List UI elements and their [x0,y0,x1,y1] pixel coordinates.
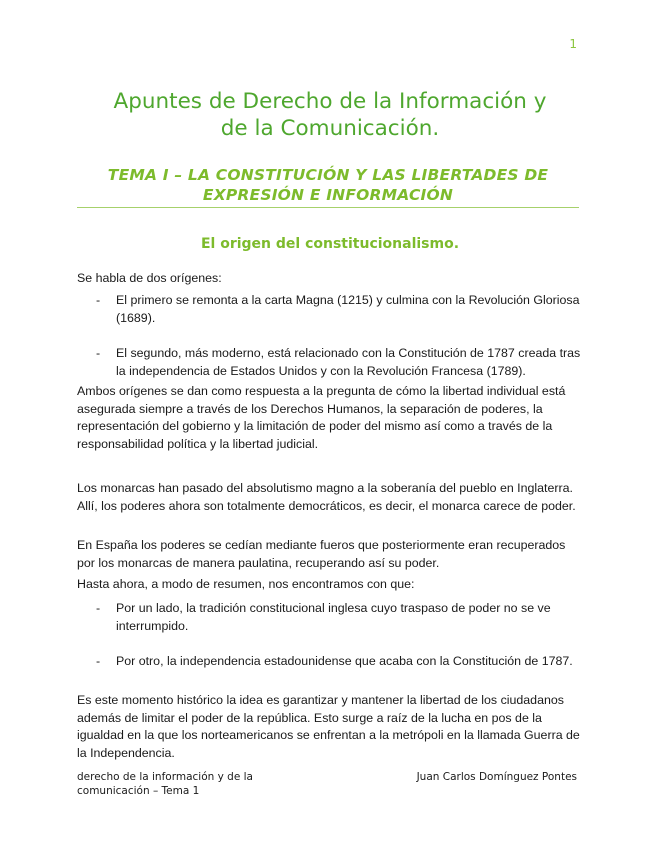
paragraph-text: Hasta ahora, a modo de resumen, nos encontramos con que: [77,577,415,591]
paragraph-momento [77,692,582,762]
origin-item-text: El primero se remonta a la carta Magna (1215) y culmina con la Revolución Gloriosa (1689). [116,293,580,325]
intro-text: Se habla de dos orígenes: [77,271,222,285]
heading-divider [77,207,579,208]
summary-list-item [96,600,582,635]
summary-item-text: Por otro, la independencia estadounidense que acaba con la Constitución de 1787. [116,654,573,668]
paragraph-espana [77,537,582,572]
paragraph-monarcas [77,480,582,515]
document-title-line-1: Apuntes de Derecho de la Información y [113,89,547,114]
dash-bullet-icon: - [96,346,101,360]
page-number: 1 [569,37,577,51]
document-title [60,88,600,142]
footer-left-line-1: derecho de la información y de la [77,771,253,783]
footer-document-name [77,770,317,798]
summary-list-item [96,653,582,671]
footer-author: Juan Carlos Domínguez Pontes [416,771,577,783]
tema-heading-line-2: EXPRESIÓN E INFORMACIÓN [202,186,454,204]
paragraph-text: Es este momento histórico la idea es garantizar y mantener la libertad de los ciudadanos además de limitar el poder de la república. Esto surge a raíz de la lucha en pos de la igualdad en la que los norteamericanos se enfrentan a la metrópoli en la llamada Guerra de la Independencia. [77,693,580,760]
paragraph-resumen [77,576,582,594]
footer-left-line-2: comunicación – Tema 1 [77,785,200,797]
paragraph-text: Los monarcas han pasado del absolutismo magno a la soberanía del pueblo en Inglaterra. Allí, los poderes ahora son totalmente democráticos, es decir, el monarca carece de poder. [77,481,576,513]
summary-item-text: Por un lado, la tradición constitucional inglesa cuyo traspaso de poder no se ve interrumpido. [116,601,551,633]
paragraph-ambos [77,383,582,453]
paragraph-text: En España los poderes se cedían mediante fueros que posteriormente eran recuperados por los monarcas de manera paulatina, recuperando así su poder. [77,538,566,570]
tema-heading [77,165,579,205]
dash-bullet-icon: - [96,654,101,668]
dash-bullet-icon: - [96,293,101,307]
tema-heading-line-1: TEMA I – LA CONSTITUCIÓN Y LAS LIBERTADES DE [107,166,549,184]
intro-paragraph [77,270,582,288]
origin-list-item [96,292,582,327]
document-title-line-2: de la Comunicación. [220,116,440,141]
paragraph-text: Ambos orígenes se dan como respuesta a la pregunta de cómo la libertad individual está asegurada siempre a través de los Derechos Humanos, la separación de poderes, la representación del gobierno y la limitación de poder del mismo así como a través de la responsabilidad política y la libertad judicial. [77,384,566,451]
origin-item-text: El segundo, más moderno, está relacionado con la Constitución de 1787 creada tras la independencia de Estados Unidos y con la Revolución Francesa (1789). [116,346,581,378]
section-heading: El origen del constitucionalismo. [200,236,460,252]
origin-list-item [96,345,582,380]
dash-bullet-icon: - [96,601,101,615]
